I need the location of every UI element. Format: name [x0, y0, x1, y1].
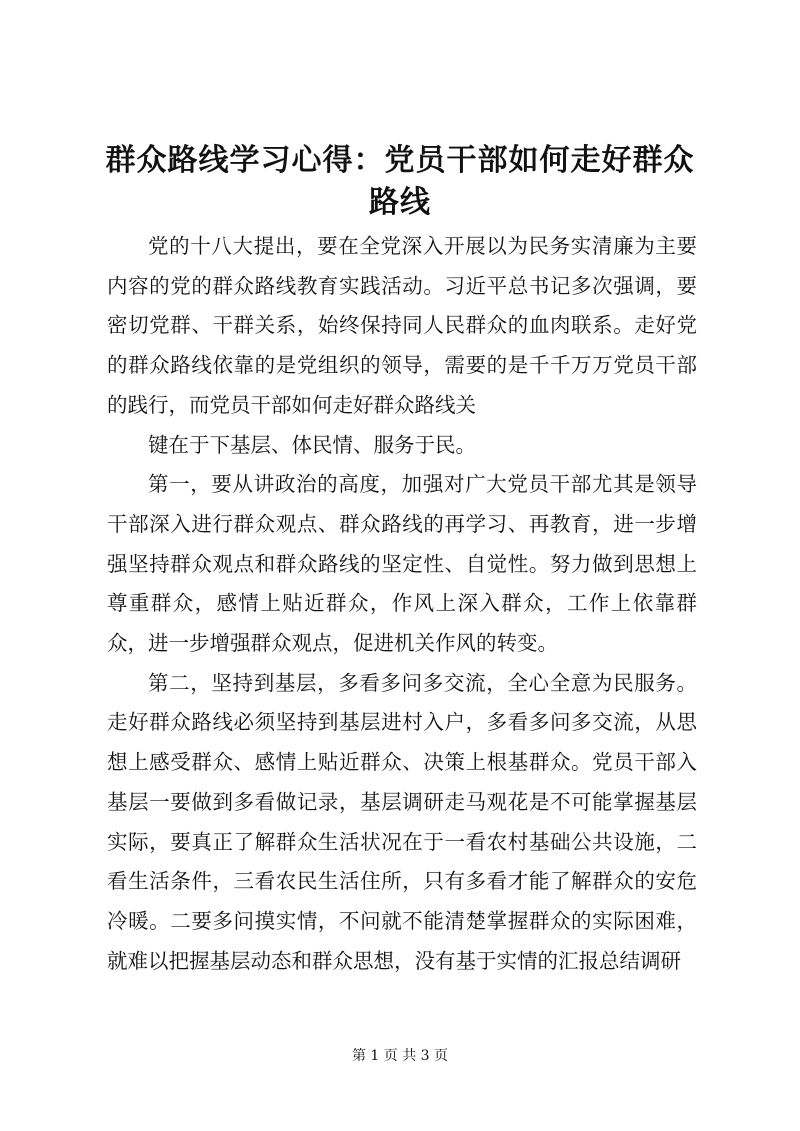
document-title: 群众路线学习心得：党员干部如何走好群众路线	[105, 143, 695, 220]
paragraph-second-point: 第二，坚持到基层，多看多问多交流，全心全意为民服务。走好群众路线必须坚持到基层进村入户，多看多问多交流，从思想上感受群众、感情上贴近群众、决策上根基群众。党员干部入基层一要做到多看做记录，基层调研走马观花是不可能掌握基层实际，要真正了解群众生活状况在于一看农村基础公共设施，二看生活条件，三看农民生活住所，只有多看才能了解群众的安危冷暖。二要多问摸实情，不问就不能清楚掌握群众的实际困难，就难以把握基层动态和群众思想，没有基于实情的汇报总结调研	[107, 670, 697, 973]
paragraph-intro: 党的十八大提出，要在全党深入开展以为民务实清廉为主要内容的党的群众路线教育实践活动。习近平总书记多次强调，要密切党群、干群关系，始终保持同人民群众的血肉联系。走好党的群众路线依靠的是党组织的领导，需要的是千千万万党员干部的践行，而党员干部如何走好群众路线关	[107, 234, 697, 417]
paragraph-intro-continued: 键在于下基层、体民情、服务于民。	[148, 432, 476, 457]
document-body	[107, 227, 697, 981]
page-number-footer: 第 1 页 共 3 页	[351, 1048, 449, 1064]
paragraph-first-point: 第一，要从讲政治的高度，加强对广大党员干部尤其是领导干部深入进行群众观点、群众路线的再学习、再教育，进一步增强坚持群众观点和群众路线的坚定性、自觉性。努力做到思想上尊重群众，感情上贴近群众，作风上深入群众，工作上依靠群众，进一步增强群众观点，促进机关作风的转变。	[107, 472, 697, 656]
